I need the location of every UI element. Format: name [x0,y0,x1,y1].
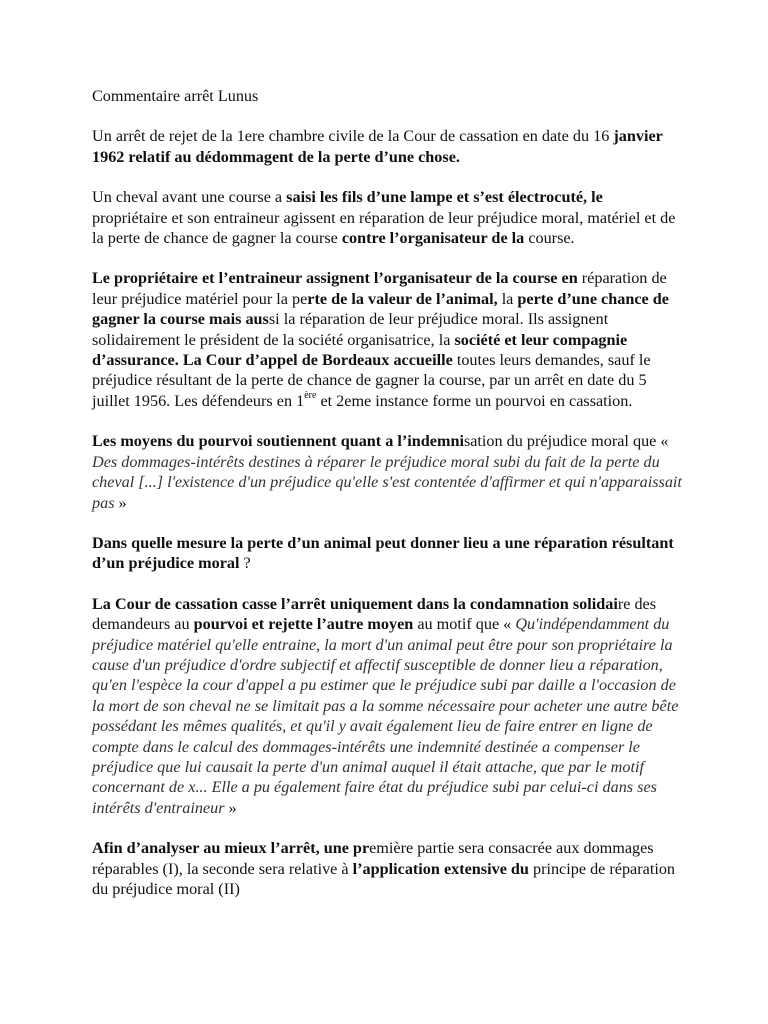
text-run: Un cheval avant une course a [92,188,287,207]
paragraph-problematique [92,533,682,574]
bold-run: La Cour de cassation casse l’arrêt uniquement dans la condamnation solidai [92,594,618,613]
text-run: ? [239,554,251,573]
paragraph-facts [92,187,682,248]
text-run: » [224,798,237,817]
bold-run: Les moyens du pourvoi soutiennent quant a l’indemni [92,432,464,451]
text-run: principe de réparation du préjudice moral (II) [92,859,676,898]
superscript: ère [304,390,317,402]
text-run: toutes leurs demandes, sauf le préjudice résultant de la perte de chance de gagner la course, par un arrêt en date du 5 juillet 1956. Les défendeurs en 1 [92,351,651,410]
text-run: propriétaire et son entraineur agissent en réparation de leur préjudice moral, matériel et de la perte de chance de gagner la course [92,208,676,248]
text-run: Un arrêt de rejet de la 1ere chambre civile de la Cour de cassation en date du 16 [92,127,614,146]
bold-run: société et leur compagnie d’assurance. La Cour d’appel de Bordeaux accueille [92,330,628,370]
quote-text: Des dommages-intérêts destines à réparer le préjudice moral subi du fait de la perte du cheval [...] l'existence d'un préjudice qu'elle s'est contentée d'affirmer et qui n'apparaissait pas [92,452,682,512]
bold-run: perte d’une chance de gagner la course mais aus [92,289,669,329]
paragraph-intro [92,126,682,167]
text-run: si la réparation de leur préjudice moral. Ils assignent solidairement le président de la société organisatrice, la [92,310,609,349]
bold-run: rte de la valeur de l’animal, [307,289,498,308]
text-run: emière partie sera consacrée aux dommages réparables (I), la seconde sera relative à [92,839,654,878]
document-page [92,86,682,919]
text-run: réparation de leur préjudice matériel pour la pe [92,269,667,308]
text-run: sation du préjudice moral que « [463,432,669,451]
text-run: course. [524,229,575,248]
paragraph-solution [92,594,682,818]
document-title: Commentaire arrêt Lunus [92,87,259,105]
paragraph-procedure [92,268,682,411]
bold-run: pourvoi et rejette l’autre moyen [193,615,414,634]
text-run: la [497,289,518,308]
paragraph-annonce-plan [92,838,682,899]
text-run: au motif que « [413,615,516,634]
bold-run: saisi les fils d’une lampe et s’est électrocuté, le [286,188,603,207]
bold-run: contre l’organisateur de la [341,229,525,248]
text-run: et 2eme instance forme un pourvoi en cassation. [316,391,633,410]
quote-text: Qu'indépendamment du préjudice matériel qu'elle entraine, la mort d'un animal peut être pour son propriétaire la cause d'un préjudice d'ordre subjectif et affectif susceptible de donner lieu a réparation, qu'en l'espèce la cour d'appel a pu estimer que le préjudice subi par daille a l'occasion de la mort de son cheval ne se limitait pas a la somme nécessaire pour acheter une autre bête possédant les mêmes qualités, et qu'il y avait également lieu de faire entrer en ligne de compte dans le calcul des dommages-intérêts une indemnité destinée a compenser le préjudice que lui causait la perte d'un animal auquel il était attache, que par le motif concernant de x... Elle a pu également faire état du préjudice subi par celui-ci dans ses intérêts d'entraineur [92,615,679,817]
bold-run: janvier 1962 relatif au dédommagent de la perte d’une chose. [92,127,663,166]
bold-run: Le propriétaire et l’entraineur assignent l’organisateur de la course en [92,269,578,288]
bold-run: l’application extensive du [352,859,529,878]
bold-run: Dans quelle mesure la perte d’un animal peut donner lieu a une réparation résultant d’un préjudice moral [92,533,674,573]
text-run: re des demandeurs au [92,594,657,634]
paragraph-pourvoi [92,431,682,513]
bold-run: Afin d’analyser au mieux l’arrêt, une pr [92,839,370,858]
text-run: » [114,493,127,512]
